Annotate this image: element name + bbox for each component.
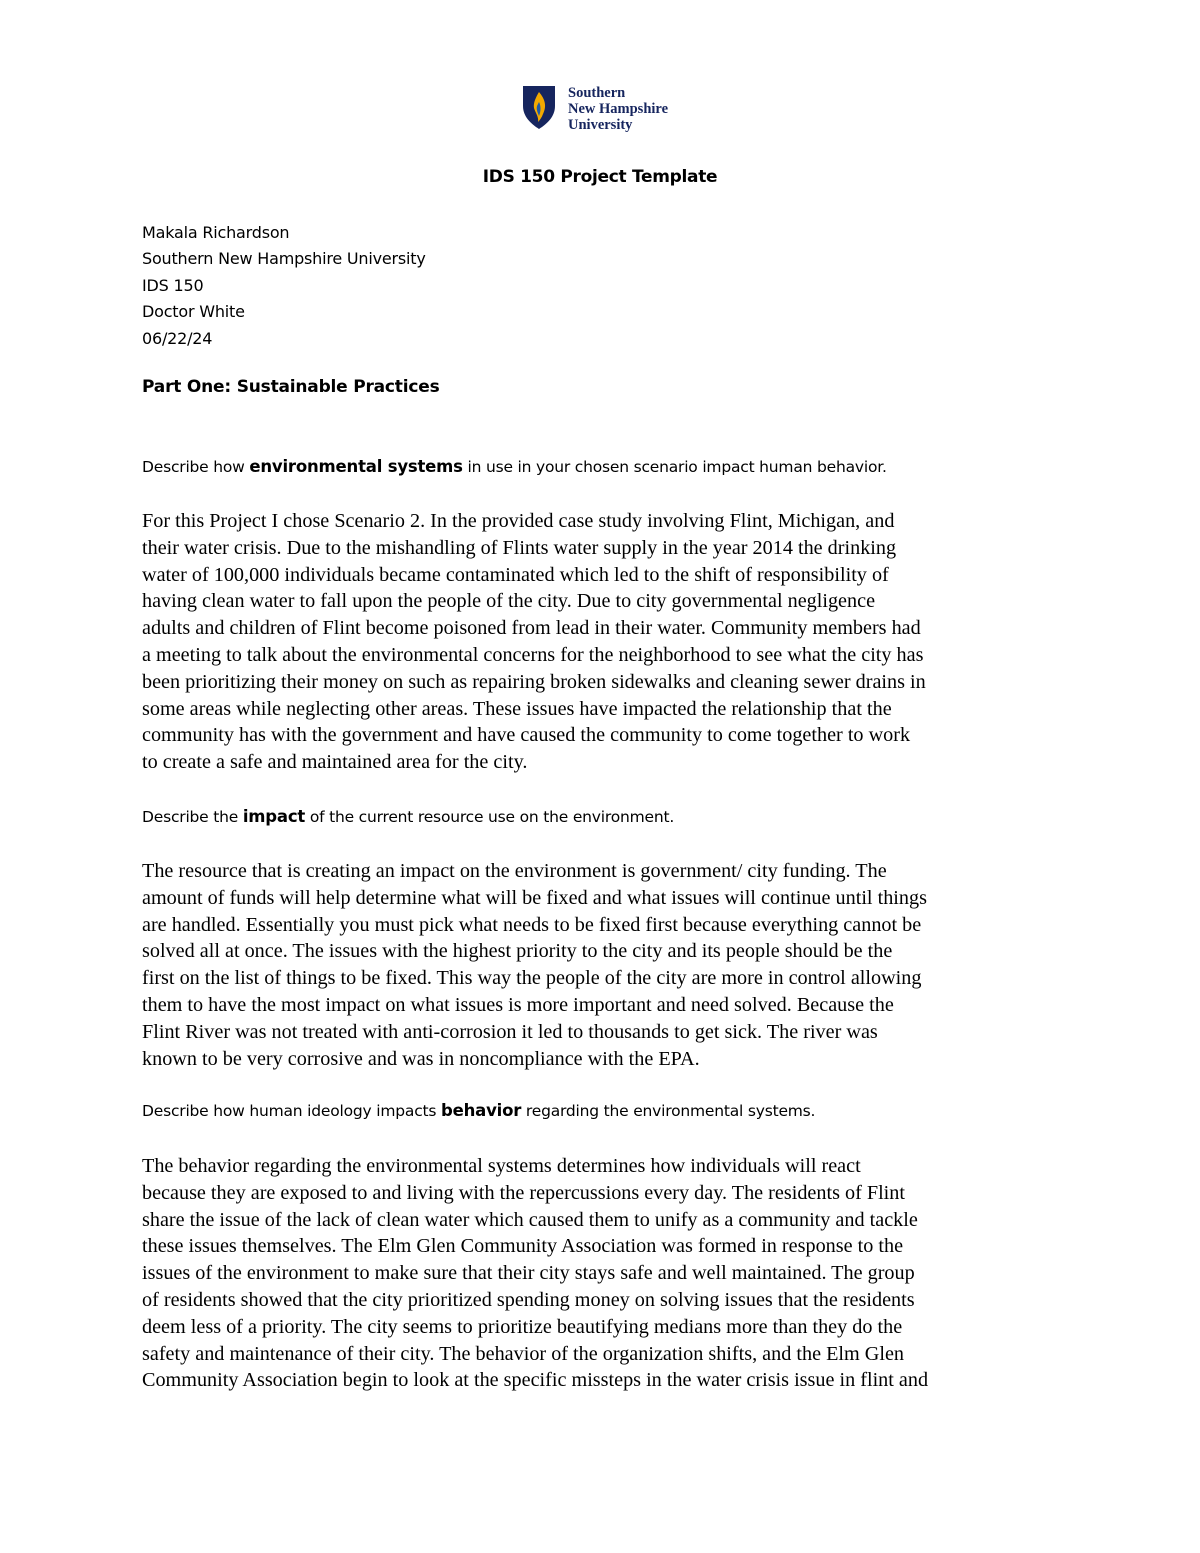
answer-line: first on the list of things to be fixed. This way the people of the city are more in control allowing xyxy=(142,967,922,990)
answer-line: to create a safe and maintained area for the city. xyxy=(142,751,528,774)
prompt-text: regarding the environmental systems. xyxy=(521,1102,816,1120)
prompt-text: Describe the xyxy=(142,808,243,826)
answer-line: The resource that is creating an impact on the environment is government/ city funding. The xyxy=(142,860,887,882)
prompt-emphasis: behavior xyxy=(441,1101,522,1120)
answer-line: water of 100,000 individuals became contaminated which led to the shift of responsibility of xyxy=(142,563,889,586)
institution-name: Southern New Hampshire University xyxy=(142,249,426,269)
answer-line: Flint River was not treated with anti-corrosion it led to thousands to get sick. The river was xyxy=(142,1020,878,1043)
answer-line: adults and children of Flint become poisoned from lead in their water. Community members had xyxy=(142,617,921,640)
answer-line: community has with the government and have caused the community to come together to work xyxy=(142,724,911,747)
document-date: 06/22/24 xyxy=(142,328,213,348)
answer-line: their water crisis. Due to the mishandling of Flints water supply in the year 2014 the drinking xyxy=(142,536,897,559)
answer-line: amount of funds will help determine what will be fixed and what issues will continue until things xyxy=(142,886,927,909)
answer-line: of residents showed that the city prioritized spending money on solving issues that the residents xyxy=(142,1288,915,1311)
answer-line: The behavior regarding the environmental systems determines how individuals will react xyxy=(142,1155,861,1177)
answer-line: known to be very corrosive and was in noncompliance with the EPA. xyxy=(142,1047,700,1070)
answer-line: having clean water to fall upon the people of the city. Due to city governmental negligence xyxy=(142,590,876,613)
prompt-text: Describe how human ideology impacts xyxy=(142,1102,441,1120)
answer-line: them to have the most impact on what issues is more important and need solved. Because the xyxy=(142,993,894,1016)
university-logo xyxy=(521,84,691,134)
logo-line-3: University xyxy=(568,117,633,133)
prompt-text: in use in your chosen scenario impact human behavior. xyxy=(462,458,887,476)
section-3-prompt xyxy=(142,1101,815,1120)
answer-line: these issues themselves. The Elm Glen Community Association was formed in response to the xyxy=(142,1235,904,1258)
course-code: IDS 150 xyxy=(142,275,204,295)
answer-line: safety and maintenance of their city. The behavior of the organization shifts, and the Elm Glen xyxy=(142,1342,905,1365)
answer-line: Community Association begin to look at the specific missteps in the water crisis issue in flint and xyxy=(142,1369,929,1392)
document-title: IDS 150 Project Template xyxy=(482,167,718,187)
section-1-answer xyxy=(142,508,926,776)
answer-line: been prioritizing their money on such as repairing broken sidewalks and cleaning sewer drains in xyxy=(142,670,926,693)
section-1-prompt xyxy=(142,457,887,476)
section-2-prompt xyxy=(142,807,674,826)
section-3-answer xyxy=(142,1153,928,1394)
prompt-text: Describe how xyxy=(142,458,250,476)
prompt-text: of the current resource use on the environment. xyxy=(305,808,675,826)
answer-line: some areas while neglecting other areas. These issues have impacted the relationship that the xyxy=(142,697,892,720)
author-info-block xyxy=(142,220,426,352)
part-heading: Part One: Sustainable Practices xyxy=(142,377,440,397)
logo-line-1: Southern xyxy=(568,85,626,101)
author-name: Makala Richardson xyxy=(142,223,290,242)
logo-line-2: New Hampshire xyxy=(568,101,669,117)
answer-line: deem less of a priority. The city seems to prioritize beautifying medians more than they do the xyxy=(142,1315,903,1338)
answer-line: For this Project I chose Scenario 2. In the provided case study involving Flint, Michigan, and xyxy=(142,510,895,532)
answer-line: solved all at once. The issues with the highest priority to the city and its people should be the xyxy=(142,940,893,963)
answer-line: because they are exposed to and living with the repercussions every day. The residents of Flint xyxy=(142,1181,905,1204)
prompt-emphasis: environmental systems xyxy=(249,457,463,476)
prompt-emphasis: impact xyxy=(242,807,306,826)
answer-line: issues of the environment to make sure that their city stays safe and well maintained. The group xyxy=(142,1262,915,1285)
answer-line: are handled. Essentially you must pick what needs to be fixed first because everything cannot be xyxy=(142,913,922,936)
section-2-answer xyxy=(142,858,927,1072)
flame-shield-icon xyxy=(521,84,557,130)
answer-line: share the issue of the lack of clean water which caused them to unify as a community and tackle xyxy=(142,1208,918,1231)
answer-line: a meeting to talk about the environmental concerns for the neighborhood to see what the city has xyxy=(142,643,924,666)
instructor-name: Doctor White xyxy=(142,302,245,322)
